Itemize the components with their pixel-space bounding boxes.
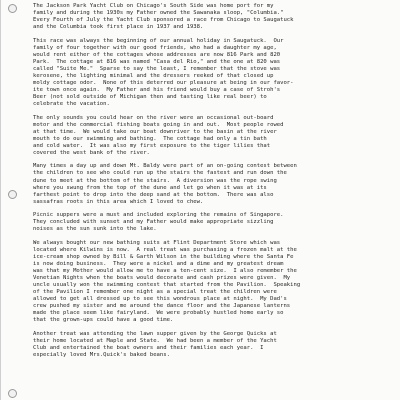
text-line: and cold water. It was also my first exposure to the tiger lilies that — [33, 142, 271, 149]
paragraph — [33, 240, 395, 325]
text-line: mouth to do our swimming and bathing. The cottage had only a tin bath — [33, 135, 267, 142]
text-line: Another treat was attending the lawn supper given by the George Quicks at — [33, 330, 277, 337]
text-line: The Jackson Park Yacht Club on Chicago's South Side was home port for my — [33, 3, 274, 9]
text-line: motor and the commercial fishing boats going in and out. Most people rowed — [33, 121, 284, 128]
text-line: sassafras roots in this area which I loved to chew. — [33, 198, 204, 205]
text-line: farthest point to drop into the deep sand at the bottom. There was also — [33, 191, 274, 198]
paragraph — [33, 115, 395, 157]
text-line: Beer (not sold outside of Michigan then and tasting like real beer) to — [33, 94, 267, 101]
text-line: would rent either of the cottages whose addresses are now 816 Park and 820 — [33, 51, 281, 58]
text-line: at that time. We would take our boat downriver to the basin at the river — [33, 128, 277, 135]
paragraph — [33, 331, 395, 359]
text-line: where you swung from the top of the dune and let go when it was at its — [33, 184, 267, 191]
text-line: Venetian Nights when the boats would decorate and cash prizes were given. My — [33, 275, 291, 282]
text-line: uncle usually won the swimming contest that started from the Pavilion. Speaking — [33, 282, 301, 289]
text-line: made the place seem like fairyland. We were probably hustled home early so — [33, 310, 284, 317]
text-line: Many times a day up and down Mt. Baldy were part of an on-going contest between — [33, 163, 297, 170]
text-line: called "Suite Me." Sparse to say the least, I remember that the stove was — [33, 65, 281, 72]
text-line: of the Pavilion I remember one night as a special treat the children were — [33, 289, 277, 296]
text-line: family of four together with our good friends, who had a daughter my age, — [33, 44, 277, 51]
text-line: ite town once again. My Father and his friend would buy a case of Stroh's — [33, 87, 281, 94]
text-line: The only sounds you could hear on the river were an occasional out-board — [33, 114, 274, 121]
text-line: especially loved Mrs.Quick's baked beans. — [33, 352, 170, 359]
text-line: We always bought our new bathing suits at Flint Department Store which was — [33, 239, 281, 246]
paragraph — [33, 163, 395, 205]
text-line: Park. The cottage at 816 was named "Casa del Rio," and the one at 820 was — [33, 58, 281, 65]
text-line: is now doing business. They were a nickel and a dime and my greatest dream — [33, 261, 284, 267]
punch-hole-top — [8, 4, 17, 13]
punch-hole-bottom — [8, 389, 17, 398]
text-line: celebrate the vacation. — [33, 101, 110, 108]
text-line: located where Kilwins is now. A real treat was purchasing a frozen malt at the — [33, 246, 297, 253]
paragraph — [33, 38, 395, 108]
text-line: kerosene, the lighting minimal and the dressers reeked of that closed up — [33, 72, 274, 79]
document-body — [33, 3, 395, 366]
text-line: They concluded with sunset and my Father would make appropriate sizzling — [33, 219, 274, 226]
text-line: Picnic suppers were a must and included exploring the remains of Singapore. — [33, 212, 284, 219]
paragraph — [33, 212, 395, 233]
text-line: that the grown-ups could have a good time. — [33, 317, 174, 324]
punch-hole-middle — [8, 190, 17, 199]
text-line: the children to see who could run up the stairs the fastest and run down the — [33, 170, 287, 177]
text-line: crew pushed my sister and me around the dance floor and the Japanese lanterns — [33, 303, 291, 310]
text-line: dune to meet at the bottom of the stairs. A diversion was the rope swing — [33, 177, 277, 184]
text-line: covered the west bank of the river. — [33, 149, 150, 156]
text-line: and the Columbia took first place in 1937 and 1938. — [33, 24, 204, 31]
text-line: noises as the sun sunk into the lake. — [33, 226, 157, 233]
text-line: moldy cottage odor. None of this deterred our pleasure at being in our favor- — [33, 79, 294, 86]
text-line: their home located at Maple and State. We had been a member of the Yacht — [33, 337, 277, 344]
text-line: Club and entertained the boat owners and their families each year. I — [33, 345, 264, 352]
text-line: Every Fourth of July the Yacht Club sponsored a race from Chicago to Saugatuck — [33, 17, 294, 24]
text-line: This race was always the beginning of our annual holiday in Saugatuck. Our — [33, 37, 284, 44]
text-line: ice-cream shop owned by Bill & Garth Wilson in the building where the Santa Fe — [33, 253, 294, 260]
paragraph — [33, 3, 395, 31]
text-line: allowed to get all dressed up to see this wondrous place at night. My Dad's — [33, 296, 287, 303]
text-line: family and during the 1930s my Father owned the Sawanaka sloop, "Columbia." — [33, 10, 284, 17]
text-line: was that my Mother would allow me to have a ten-cent size. I also remember the — [33, 268, 297, 275]
